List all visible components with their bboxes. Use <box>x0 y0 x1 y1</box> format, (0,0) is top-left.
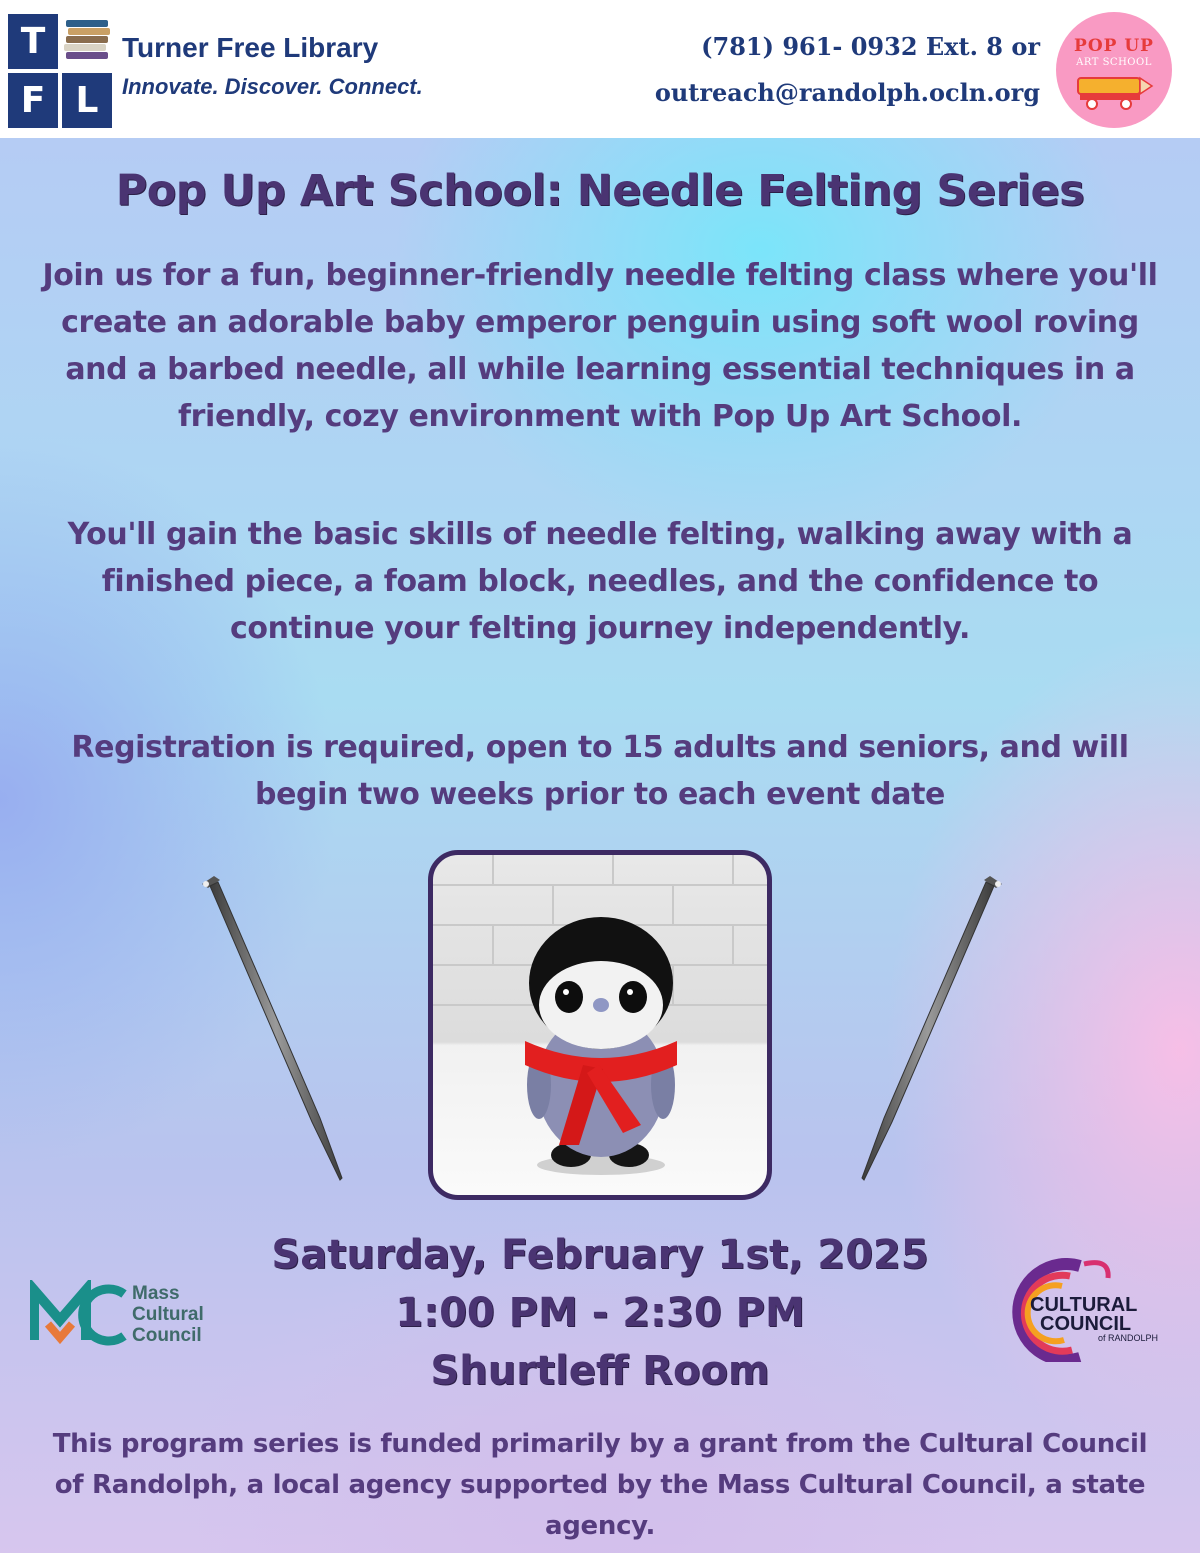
logo-letter-f: F <box>8 73 58 128</box>
wagon-icon <box>1074 74 1154 114</box>
mass-cultural-council-text: Mass Cultural Council <box>132 1283 204 1346</box>
ccr-text-line2: COUNCIL <box>1040 1313 1132 1335</box>
registration-paragraph: Registration is required, open to 15 adults and seniors, and will begin two weeks prior to each event date <box>71 730 1129 812</box>
felting-needle-left-icon <box>196 868 356 1188</box>
contact-phone: (781) 961- 0932 Ext. 8 or <box>701 32 1040 61</box>
funding-footer: This program series is funded primarily by a grant from the Cultural Council of Randolph, a local agency supported by the Mass Cultural Council, a state agency. <box>52 1429 1148 1541</box>
contact-email: outreach@randolph.ocln.org <box>654 78 1040 107</box>
pop-up-art-school-logo <box>1056 12 1172 128</box>
contact-info <box>655 24 1040 116</box>
logo-letter-t: T <box>8 14 58 69</box>
tfl-logo <box>8 14 112 128</box>
header-bar <box>0 0 1200 138</box>
library-tagline: Innovate. Discover. Connect. <box>122 74 423 99</box>
pop-logo-title: POP UP <box>1074 36 1154 56</box>
felted-penguin-image <box>433 855 767 1195</box>
books-icon <box>62 14 112 69</box>
ccr-text-line1: CULTURAL <box>1030 1294 1138 1316</box>
event-date: Saturday, February 1st, 2025 <box>271 1232 929 1278</box>
felting-needle-right-icon <box>848 868 1008 1188</box>
description-paragraph: Join us for a fun, beginner-friendly needle felting class where you'll create an adorable baby emperor penguin using soft wool roving and a barbed needle, all while learning essential techniques in a friendly, cozy environment with Pop Up Art School. <box>42 258 1158 434</box>
library-name: Turner Free Library <box>122 32 379 63</box>
event-time: 1:00 PM - 2:30 PM <box>395 1290 805 1336</box>
skills-paragraph: You'll gain the basic skills of needle felting, walking away with a finished piece, a foam block, needles, and the confidence to continue your felting journey independently. <box>67 517 1133 646</box>
event-location: Shurtleff Room <box>430 1348 770 1394</box>
logo-letter-l: L <box>62 73 112 128</box>
penguin-photo <box>428 850 772 1200</box>
page-title: Pop Up Art School: Needle Felting Series <box>115 166 1085 216</box>
ccr-text-line3: of RANDOLPH <box>1098 1333 1159 1343</box>
pop-logo-subtitle: ART SCHOOL <box>1076 57 1152 68</box>
